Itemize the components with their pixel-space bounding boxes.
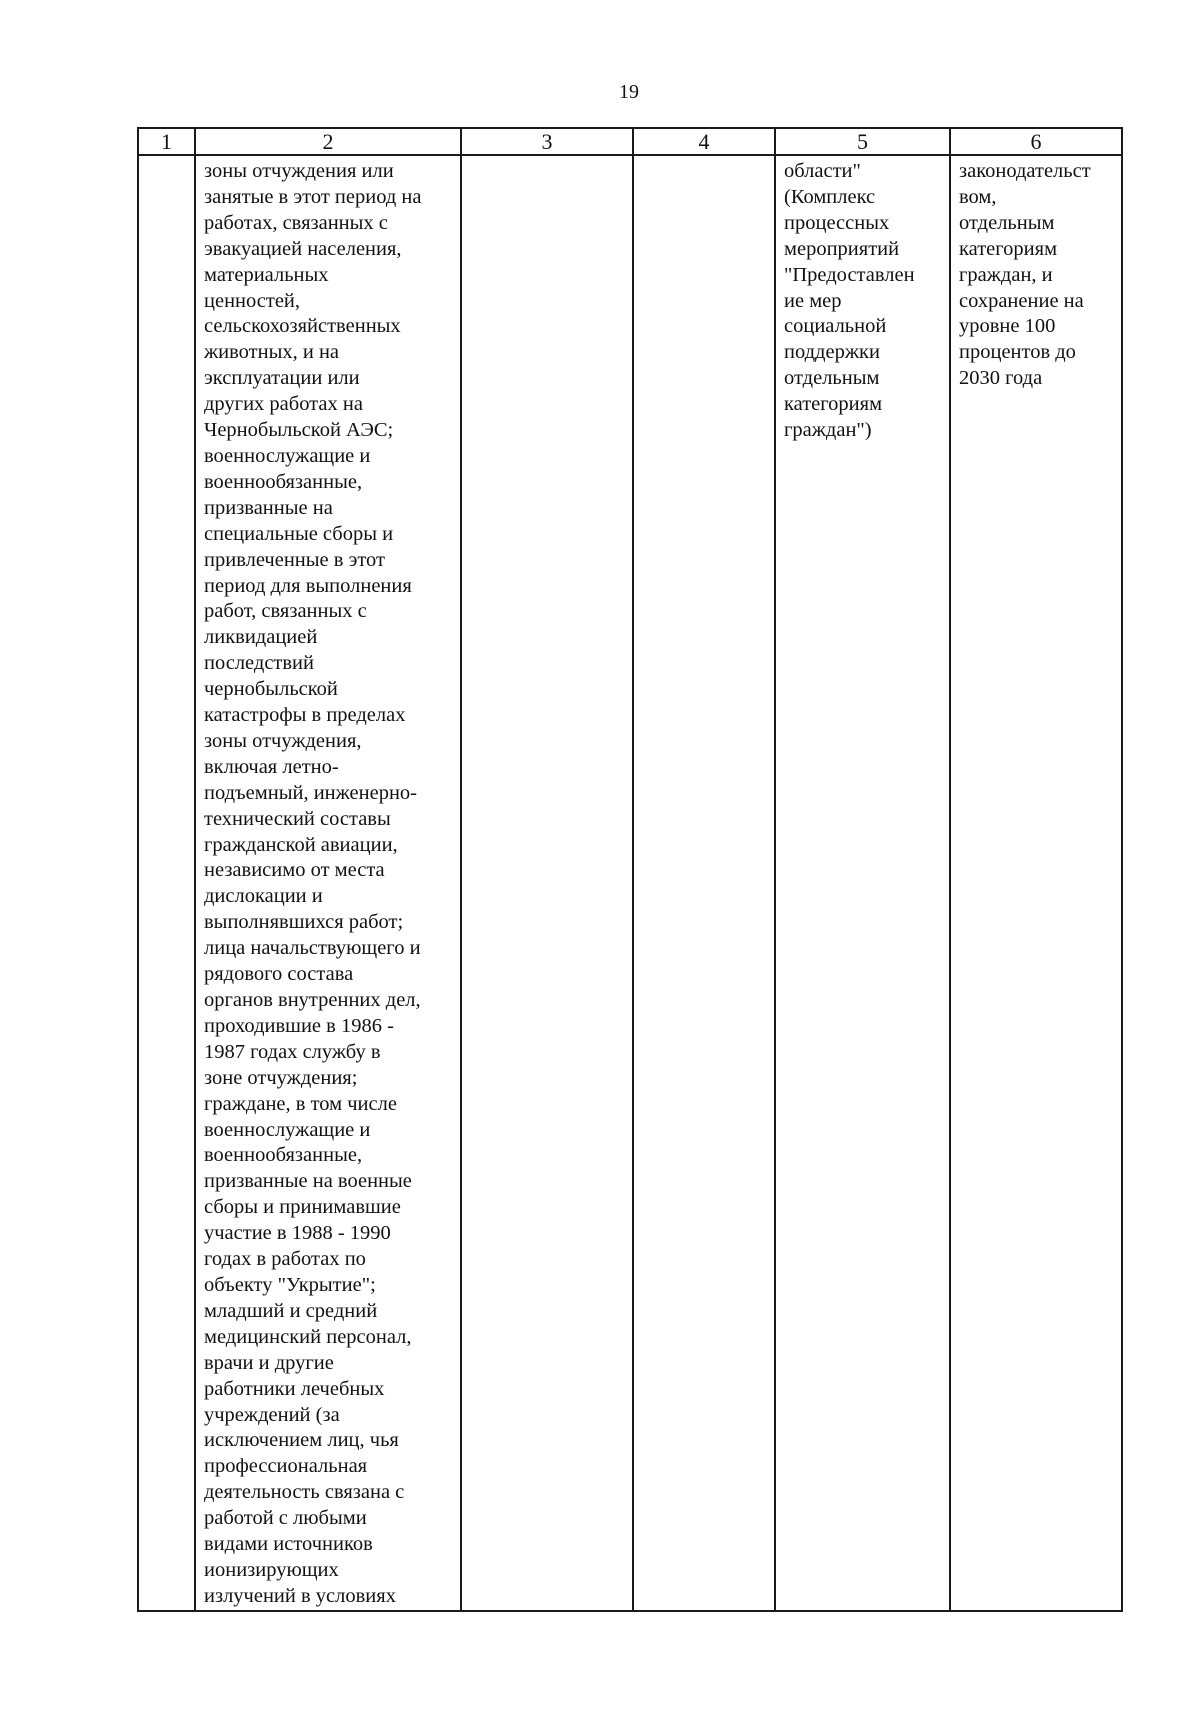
cell-line: зоны отчуждения,	[204, 729, 362, 752]
table-row	[138, 155, 1122, 1611]
cell-line: зоны отчуждения или	[204, 160, 394, 182]
header-cell-1: 1	[138, 128, 195, 155]
cell-line: отдельным	[959, 211, 1055, 234]
cell-line: области"	[784, 160, 861, 182]
cell-line: зоне отчуждения;	[204, 1066, 358, 1089]
cell-line: младший и средний	[204, 1299, 378, 1322]
header-cell-6: 6	[950, 128, 1122, 155]
cell-line: включая летно-	[204, 755, 339, 778]
cell-line: ионизирующих	[204, 1558, 339, 1581]
cell-line: исключением лиц, чья	[204, 1429, 399, 1452]
header-cell-3: 3	[461, 128, 633, 155]
cell-line: чернобыльской	[204, 678, 338, 701]
cell-line: животных, и на	[204, 341, 340, 364]
cell-line: Чернобыльской АЭС;	[204, 419, 394, 442]
cell-line: технический составы	[204, 807, 391, 830]
cell-line: вом,	[959, 185, 997, 208]
cell-line: период для выполнения	[204, 574, 412, 597]
document-table	[137, 127, 1123, 1612]
cell-line: других работах на	[204, 393, 363, 416]
cell-line: граждан, и	[959, 263, 1053, 286]
cell-line: военнообязанные,	[204, 470, 363, 493]
cell-line: (Комплекс	[784, 185, 876, 208]
cell-line: военнообязанные,	[204, 1144, 363, 1167]
cell-line: уровне 100	[959, 315, 1056, 338]
cell-line: дислокации и	[204, 885, 323, 908]
body-cell-3	[461, 155, 633, 1611]
body-cell-1	[138, 155, 195, 1611]
cell-line: органов внутренних дел,	[204, 989, 421, 1011]
cell-line: лица начальствующего и	[204, 937, 421, 960]
page-number: 19	[619, 81, 639, 103]
cell-line: граждане, в том числе	[204, 1092, 397, 1115]
cell-line: годах в работах по	[204, 1248, 366, 1271]
cell-line: процентов до	[959, 341, 1076, 364]
cell-line: 2030 года	[959, 367, 1043, 390]
cell-line: ие мер	[784, 289, 842, 312]
cell-line: излучений в условиях	[204, 1584, 396, 1607]
cell-line: последствий	[204, 652, 314, 675]
cell-line: работники лечебных	[204, 1377, 385, 1400]
header-cell-2: 2	[195, 128, 461, 155]
body-cell-5	[775, 155, 950, 1611]
cell-line: участие в 1988 - 1990	[204, 1222, 391, 1245]
cell-line: работах, связанных с	[204, 211, 388, 234]
cell-line: военнослужащие и	[204, 444, 371, 467]
cell-line: проходившие в 1986 -	[204, 1014, 394, 1037]
cell-line: материальных	[204, 263, 329, 286]
cell-line: независимо от места	[204, 859, 385, 882]
cell-line: 1987 годах службу в	[204, 1040, 381, 1063]
cell-line: законодательст	[959, 160, 1091, 182]
cell-line: призванные на военные	[204, 1170, 412, 1193]
cell-line: привлеченные в этот	[204, 548, 385, 571]
body-cell-6	[950, 155, 1122, 1611]
cell-line: отдельным	[784, 367, 880, 390]
cell-line: объекту "Укрытие";	[204, 1273, 376, 1296]
cell-line: эксплуатации или	[204, 367, 360, 390]
header-cell-5: 5	[775, 128, 950, 155]
cell-line: категориям	[784, 393, 883, 416]
cell-line: видами источников	[204, 1533, 373, 1556]
cell-line: катастрофы в пределах	[204, 704, 406, 727]
cell-line: выполнявшихся работ;	[204, 911, 404, 934]
cell-line: военнослужащие и	[204, 1118, 371, 1141]
cell-line: деятельность связана с	[204, 1481, 405, 1504]
cell-line: "Предоставлен	[784, 263, 915, 286]
cell-line: медицинский персонал,	[204, 1325, 412, 1348]
cell-line: процессных	[784, 211, 890, 234]
cell-line: гражданской авиации,	[204, 833, 398, 856]
table-header-row	[138, 128, 1122, 155]
cell-line: мероприятий	[784, 237, 900, 260]
cell-line: занятые в этот период на	[204, 185, 422, 208]
body-cell-4	[633, 155, 775, 1611]
cell-line: рядового состава	[204, 963, 354, 986]
cell-line: работ, связанных с	[204, 600, 367, 623]
cell-line: поддержки	[784, 341, 880, 364]
header-cell-4: 4	[633, 128, 775, 155]
cell-line: подъемный, инженерно-	[204, 781, 417, 804]
cell-line: категориям	[959, 237, 1058, 260]
cell-line: работой с любыми	[204, 1507, 367, 1530]
cell-line: социальной	[784, 315, 887, 338]
cell-line: эвакуацией населения,	[204, 237, 402, 260]
cell-line: ценностей,	[204, 289, 301, 312]
cell-line: учреждений (за	[204, 1403, 340, 1426]
cell-line: профессиональная	[204, 1455, 368, 1478]
body-cell-2	[195, 155, 461, 1611]
cell-line: сборы и принимавшие	[204, 1196, 401, 1219]
cell-line: специальные сборы и	[204, 522, 394, 545]
cell-line: призванные на	[204, 496, 333, 519]
cell-line: врачи и другие	[204, 1351, 334, 1374]
cell-line: сохранение на	[959, 289, 1084, 312]
cell-line: ликвидацией	[204, 626, 318, 649]
cell-line: сельскохозяйственных	[204, 315, 401, 338]
cell-line: граждан")	[784, 419, 872, 442]
